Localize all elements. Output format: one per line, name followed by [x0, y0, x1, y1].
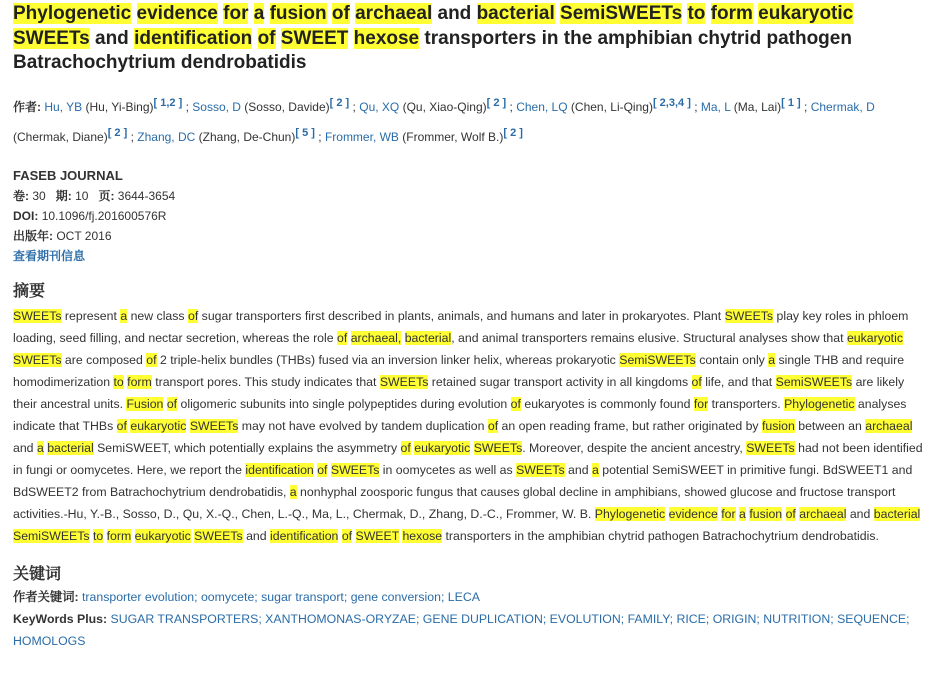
title-segment-highlight: archaeal — [355, 3, 433, 24]
keyword-separator: ; — [194, 589, 201, 604]
title-segment-highlight: bacterial — [476, 3, 555, 24]
abstract-segment-highlight: a — [120, 308, 128, 323]
author-keywords-list — [82, 590, 480, 604]
abstract-segment-highlight: archaeal, — [350, 330, 402, 345]
abstract-segment-text: transport pores. This study indicates that — [151, 374, 380, 389]
issue-label: 期: — [55, 188, 72, 203]
pages-label: 页: — [98, 188, 115, 203]
abstract-segment-highlight: eukaryotic — [130, 418, 187, 433]
keyword-separator: ; — [669, 611, 677, 626]
title-segment-highlight: of — [257, 27, 276, 49]
abstract-segment-highlight: hexose — [402, 528, 443, 543]
abstract-segment-highlight: of — [337, 330, 348, 345]
keywords-plus-link[interactable]: XANTHOMONAS-ORYZAE — [265, 611, 416, 626]
author-separator: ; — [182, 99, 193, 114]
title-segment-text: and — [432, 3, 477, 24]
volume-value: 30 — [32, 188, 46, 203]
abstract-segment-text: in oomycetes as well as — [379, 462, 517, 477]
abstract-segment-highlight: SWEETs — [13, 308, 62, 323]
title-segment-highlight: identification — [134, 27, 253, 49]
keywords-plus-line — [13, 608, 931, 652]
keywords-plus-list — [13, 612, 910, 648]
abstract-segment-highlight: of — [187, 308, 199, 323]
author-full-name: (Zhang, De-Chun) — [195, 129, 296, 144]
abstract-segment-highlight: SWEETs — [746, 440, 795, 455]
author-affiliation-ref[interactable]: [ 2 ] — [107, 126, 128, 139]
abstract-segment-text: and — [846, 506, 874, 521]
abstract-segment-highlight: SWEETs — [516, 462, 565, 477]
abstract-segment-highlight: archaeal — [865, 418, 913, 433]
journal-name: FASEB JOURNAL — [13, 167, 123, 183]
abstract-segment-highlight: SWEETs — [330, 462, 380, 477]
abstract-segment-highlight: a — [591, 462, 599, 477]
abstract-segment-text: analyses indicate that THBs — [13, 396, 907, 433]
abstract-segment-text: and — [13, 440, 37, 455]
keywords-plus-link[interactable]: EVOLUTION — [549, 611, 621, 626]
keywords-plus-link[interactable]: ORIGIN — [712, 611, 757, 626]
pub-date-label: 出版年: — [13, 228, 53, 243]
keyword-separator: ; — [415, 611, 423, 626]
abstract-segment-highlight: fusion — [749, 506, 783, 521]
author-keyword-link[interactable]: gene conversion — [350, 589, 441, 604]
abstract-segment-text: are composed — [61, 352, 147, 367]
keyword-separator: ; — [254, 589, 262, 604]
abstract-segment-text: contain only — [695, 352, 769, 367]
title-segment-text — [705, 3, 710, 24]
keyword-separator: ; — [830, 611, 838, 626]
author-affiliation-ref[interactable]: [ 1 ] — [781, 96, 801, 109]
author-full-name: (Frommer, Wolf B.) — [398, 129, 504, 144]
abstract-segment-highlight: of — [146, 352, 157, 367]
title-segment-highlight: a — [253, 3, 265, 24]
abstract-segment-text: new class — [127, 308, 188, 323]
abstract-segment-text: transporters. — [708, 396, 785, 411]
author-link[interactable]: Zhang, DC — [137, 129, 196, 144]
title-segment-highlight: hexose — [353, 27, 420, 49]
authors-items — [13, 96, 875, 144]
keywords-plus-link[interactable]: GENE DUPLICATION — [422, 611, 543, 626]
journal-info — [13, 166, 931, 266]
abstract-segment-highlight: SWEETs — [724, 308, 774, 323]
abstract-segment-highlight: identification — [270, 528, 339, 543]
abstract-segment-highlight: fusion — [762, 418, 795, 433]
abstract-segment-highlight: of — [341, 528, 353, 543]
keyword-separator: ; — [620, 611, 628, 626]
title-segment-highlight: to — [687, 3, 706, 24]
abstract-segment-highlight: SWEETs — [13, 352, 62, 367]
title-segment-text — [252, 28, 257, 49]
abstract-segment-text: represent — [61, 308, 121, 323]
abstract-segment-text: had not been identified in fungi or oomycetes. Here, we report the — [13, 440, 923, 477]
abstract-segment-highlight: SWEETs — [194, 528, 243, 543]
keyword-separator: ; — [343, 589, 351, 604]
author-full-name: (Sosso, Davide) — [240, 99, 330, 114]
article-title — [13, 2, 931, 76]
abstract-segment-text: are likely their ancestral units. — [13, 374, 905, 411]
abstract-segment-highlight: a — [768, 352, 776, 367]
abstract-segment-text: may not have evolved by tandem duplication — [238, 418, 488, 433]
title-segment-highlight: SWEET — [280, 27, 349, 49]
abstract-segment-highlight: of — [166, 396, 178, 411]
abstract-segment-highlight: eukaryotic — [414, 440, 471, 455]
abstract-segment-highlight: a — [289, 484, 297, 499]
author-separator: ; — [127, 129, 138, 144]
abstract-segment-highlight: Phylogenetic — [784, 396, 855, 411]
title-segment-text — [248, 3, 253, 24]
author-separator: ; — [506, 99, 517, 114]
abstract-segment-highlight: SemiSWEETs — [775, 374, 853, 389]
pub-date-line — [13, 226, 931, 246]
author-keyword-link[interactable]: LECA — [447, 589, 480, 604]
abstract-segment-highlight: identification — [245, 462, 314, 477]
authors-list — [13, 90, 931, 150]
abstract-segment-text: and — [564, 462, 592, 477]
abstract-segment-text: 2 triple-helix bundles (THBs) fused via an inversion linker helix, whereas prokaryotic — [156, 352, 620, 367]
keyword-separator: ; — [906, 611, 910, 626]
author-keywords-label: 作者关键词: — [13, 589, 79, 604]
issue-value: 10 — [75, 188, 89, 203]
abstract-segment-highlight: a — [739, 506, 746, 521]
abstract-segment-highlight: SemiSWEETs — [13, 528, 90, 543]
journal-volume-line — [13, 186, 931, 206]
author-affiliation-ref[interactable]: [ 1,2 ] — [153, 96, 183, 109]
keywords-plus-link[interactable]: FAMILY — [627, 611, 670, 626]
abstract-segment-highlight: for — [693, 396, 709, 411]
author-full-name: (Ma, Lai) — [730, 99, 782, 114]
abstract-segment-highlight: of — [510, 396, 521, 411]
title-segment-text — [264, 3, 269, 24]
abstract-segment-highlight: of — [785, 506, 796, 521]
author-link[interactable]: Hu, YB — [44, 99, 83, 114]
author-link[interactable]: Qu, XQ — [359, 99, 400, 114]
author-keyword-link[interactable]: oomycete — [200, 589, 255, 604]
author-keyword-link[interactable]: sugar transport — [261, 589, 344, 604]
abstract-segment-text: , and animal transporters remains elusive. Structural analyses show that — [451, 330, 847, 345]
author-link[interactable]: Sosso, D — [192, 99, 241, 114]
author-link[interactable]: Chermak, D — [810, 99, 875, 114]
abstract-segment-highlight: Fusion — [126, 396, 164, 411]
keyword-separator: ; — [705, 611, 713, 626]
author-link[interactable]: Frommer, WB — [324, 129, 399, 144]
abstract-segment-text — [352, 529, 355, 543]
abstract-segment-highlight: form — [106, 528, 132, 543]
abstract-segment-highlight: SWEETs — [473, 440, 523, 455]
keywords-plus-link[interactable]: NUTRITION — [763, 611, 831, 626]
author-full-name: (Hu, Yi-Bing) — [82, 99, 154, 114]
title-segment-highlight: of — [331, 3, 350, 24]
abstract-segment-highlight: bacterial — [404, 330, 452, 345]
author-separator: ; — [800, 99, 811, 114]
abstract-heading: 摘要 — [13, 282, 46, 300]
abstract-segment-highlight: a — [36, 440, 44, 455]
author-link[interactable]: Chen, LQ — [516, 99, 568, 114]
authors-label: 作者: — [13, 99, 41, 114]
author-separator: ; — [314, 129, 325, 144]
author-separator: ; — [690, 99, 701, 114]
abstract-segment-text: retained sugar transport activity in all kingdoms — [428, 374, 692, 389]
keywords-plus-label: KeyWords Plus: — [13, 611, 108, 626]
abstract-segment-highlight: for — [721, 506, 736, 521]
abstract-segment-highlight: eukaryotic — [846, 330, 903, 345]
keywords-plus-link[interactable]: RICE — [676, 611, 706, 626]
abstract-segment-text: single THB and require homodimerization — [13, 352, 905, 389]
abstract-segment-highlight: SWEET — [355, 528, 400, 543]
author-full-name: (Chermak, Diane) — [13, 129, 108, 144]
abstract-segment-text: oligomeric subunits into single polypeptides during evolution — [177, 396, 511, 411]
keywords-plus-link[interactable]: SEQUENCE — [837, 611, 907, 626]
abstract-segment-highlight: bacterial — [47, 440, 94, 455]
title-segment-text — [276, 28, 281, 49]
record-page — [0, 2, 941, 652]
abstract-segment-text: an open reading frame, but rather originated by — [498, 418, 762, 433]
volume-label: 卷: — [13, 188, 29, 203]
author-affiliation-ref[interactable]: [ 5 ] — [295, 126, 315, 139]
title-segment-highlight: form — [710, 3, 753, 24]
abstract-segment-highlight: to — [113, 374, 124, 389]
abstract-segment-text: nonhyphal zoosporic fungus that causes global decline in amphibians, showed glucose and fructose transport activities.-Hu, Y.-B., Sosso, D., Qu, X.-Q., Chen, L.-Q., Ma, L., Chermak, D., Zhang, D.-C., Frommer, W. B. — [13, 484, 896, 521]
abstract-segment-highlight: SWEETs — [189, 418, 239, 433]
author-full-name: (Qu, Xiao-Qing) — [399, 99, 487, 114]
abstract-segment-highlight: Phylogenetic — [594, 506, 666, 521]
author-affiliation-ref[interactable]: [ 2 ] — [329, 96, 350, 109]
author-separator: ; — [349, 99, 360, 114]
keyword-separator: ; — [258, 611, 266, 626]
keywords-plus-link[interactable]: HOMOLOGS — [13, 633, 86, 648]
doi-line — [13, 206, 931, 226]
abstract-segment-highlight: of — [691, 374, 702, 389]
abstract-segment-highlight: archaeal — [799, 506, 847, 521]
keyword-separator: ; — [542, 611, 550, 626]
abstract-segment-highlight: of — [487, 418, 499, 433]
abstract-text — [13, 305, 931, 547]
author-keyword-link[interactable]: transporter evolution — [82, 589, 195, 604]
author-keywords-line — [13, 586, 931, 608]
keyword-separator: ; — [440, 589, 448, 604]
doi-value: 10.1096/fj.201600576R — [41, 208, 167, 223]
keywords-plus-link[interactable]: SUGAR TRANSPORTERS — [110, 611, 259, 626]
abstract-segment-text: . Moreover, despite the ancient ancestry, — [522, 440, 747, 455]
pages-value: 3644-3654 — [117, 188, 176, 203]
abstract-segment-text: potential SemiSWEET in primitive fungi. BdSWEET1 and BdSWEET2 from Batrachochytrium dendrobatidis, — [13, 462, 913, 499]
abstract-segment-text: and — [242, 528, 271, 543]
abstract-segment-text: transporters in the amphibian chytrid pathogen Batrachochytrium dendrobatidis. — [442, 528, 879, 543]
title-segment-highlight: evidence — [136, 3, 218, 24]
keywords-heading: 关键词 — [13, 565, 62, 583]
doi-label: DOI: — [13, 208, 39, 223]
keyword-separator: ; — [756, 611, 764, 626]
view-journal-info-link[interactable]: 查看期刊信息 — [13, 248, 86, 263]
abstract-segment-highlight: SWEETs — [379, 374, 429, 389]
abstract-segment-text: sugar transporters first described in plants, animals, and humans and later in prokaryotes. Plant — [198, 308, 725, 323]
abstract-segment-highlight: evidence — [668, 506, 718, 521]
title-segment-highlight: fusion — [269, 3, 327, 24]
title-segment-highlight: eukaryotic — [758, 3, 854, 24]
abstract-segment-text: between an — [794, 418, 866, 433]
abstract-segment-text: SemiSWEET, which potentially explains the asymmetry — [93, 440, 401, 455]
title-segment-text — [348, 28, 353, 49]
abstract-segment-highlight: bacterial — [873, 506, 921, 521]
abstract-segment-text: play key roles in phloem loading, seed filling, and nectar secretion, whereas the role — [13, 308, 909, 345]
author-affiliation-ref[interactable]: [ 2 ] — [503, 126, 523, 139]
title-segment-highlight: Phylogenetic — [13, 3, 132, 24]
abstract-segment-highlight: form — [127, 374, 152, 389]
abstract-segment-highlight: of — [400, 440, 411, 455]
author-affiliation-ref[interactable]: [ 2,3,4 ] — [652, 96, 691, 109]
pub-date-value: OCT 2016 — [56, 228, 112, 243]
title-segment-highlight: SemiSWEETs — [560, 3, 683, 24]
title-segment-highlight: SWEETs — [13, 27, 90, 49]
title-segment-highlight: for — [223, 3, 249, 24]
title-segment-text: and — [89, 27, 135, 49]
abstract-segment-highlight: of — [317, 462, 328, 477]
abstract-segment-highlight: to — [92, 528, 104, 543]
abstract-segment-highlight: eukaryotic — [134, 528, 191, 543]
author-full-name: (Chen, Li-Qing) — [567, 99, 653, 114]
abstract-segment-highlight: of — [116, 418, 127, 433]
abstract-segment-text: eukaryotes is commonly found — [520, 396, 694, 411]
abstract-segment-text: life, and that — [701, 374, 776, 389]
abstract-segment-highlight: SemiSWEETs — [619, 352, 696, 367]
title-segment-text: transporters in the amphibian chytrid pathogen Batrachochytrium dendrobatidis — [13, 27, 852, 73]
author-affiliation-ref[interactable]: [ 2 ] — [486, 96, 507, 109]
title-segment-text — [131, 3, 136, 24]
author-link[interactable]: Ma, L — [700, 99, 731, 114]
